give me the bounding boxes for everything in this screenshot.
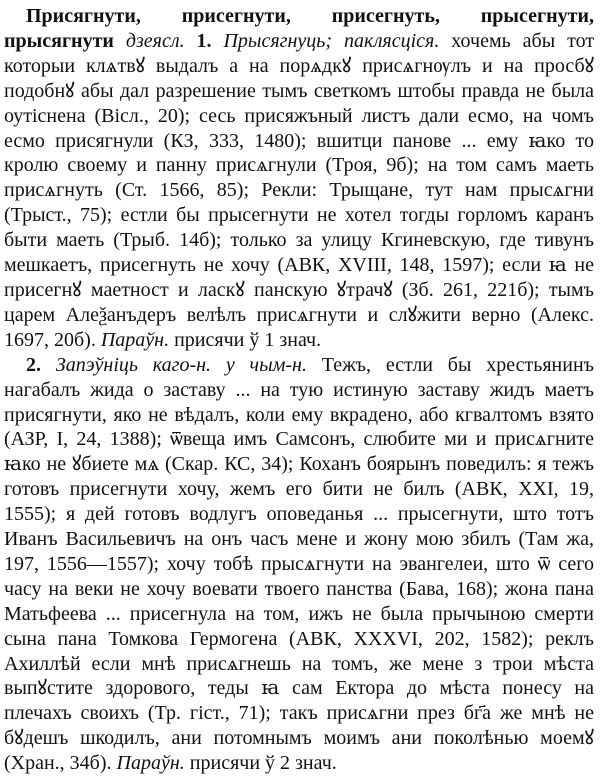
sense-1-paragraph xyxy=(4,4,594,353)
dictionary-entry xyxy=(4,4,594,776)
sense-2-number: 2. xyxy=(26,353,41,376)
sense-2-paragraph xyxy=(4,353,594,776)
sense-2-compare-label: Параўн. xyxy=(116,752,185,775)
sense-1-definition: Прысягнуць; паклясціся. xyxy=(223,29,440,52)
sense-1-number: 1. xyxy=(196,29,212,52)
sense-2-compare-ref: присячи ў 2 знач. xyxy=(189,752,337,775)
sense-2-definition: Запэўніць каго-н. у чым-н. xyxy=(55,353,307,376)
headword: Присягнути, присегнути, присегнуть, прысегнути, прысягнути xyxy=(4,5,594,52)
sense-1-compare-label: Параўн. xyxy=(100,328,170,351)
sense-1-citations: хочемь абы тот которыи клѧтвꙋ выдалъ а на порѧдкꙋ присѧгнѹлъ и на просбꙋ подобнꙋ абы дал разрешение тымъ светкомъ штобы правда не была оутіснена (Вісл., 20); сесь присяжъный листъ дали есмо, на чомъ есмо присягнули (КЗ, 333, 1480); вшитци панове ... ему ꙗко то кролю своему и панну присѧгнули (Троя, 9б); на том самъ маеть присѧгнуть (Ст. 1566, 85); Рекли: Трыщане, тут нам прысѧгни (Трыст., 75); естли бы прысегнути не хотел тогды горломъ каранъ быти маеть (Трыб. 14б); только за улицу Кгиневскую, где тивунъ мешкаетъ, присегнуть не хочу (АВК, XVIII, 148, 1597); если ꙗ не присегнꙋ маетност и ласкꙋ панскую ꙋтрачꙋ (Зб. 261, 221б); тымъ царем Алеѯанъдеръ велѣлъ присѧгнути и слꙋжити верно (Алекс. 1697, 20б). xyxy=(4,29,595,351)
grammatical-label: дзеясл. xyxy=(125,29,185,52)
sense-2-citations: Тежъ, естли бы хрестьянинъ нагабалъ жида о заставу ... на тую истиную заставу жидъ маетъ присягнути, яко не вѣдалъ, коли ему вкрадено, або кгвалтомъ взято (АЗР, I, 24, 1388); ѿвеща имъ Самсонъ, слюбите ми и присѧгните ꙗко не ꙋбиете мѧ (Скар. КС, 34); Коханъ боярынъ поведилъ: я тежъ готовъ присегнути хочу, жемъ его бити не билъ (АВК, XXI, 19, 1555); я дей готовъ водлугъ оповеданья ... прысегнути, што тотъ Иванъ Васильевичъ на онъ часъ мене и жону мою збилъ (Там жа, 197, 1556—1557); хочу тобѣ прысѧгнути на эвангелеи, што ѿ сего часу на веки не хочу воевати твоего панства (Бава, 168); жона пана Матьфеева ... присегнула на том, ижъ не была прычыною смерти сына пана Томкова Гермогена (АВК, XXXVI, 202, 1582); реклъ Ахиллѣй если мнѣ присѧгнешь на томъ, же мене з трои мѣста выпꙋстите здорового, теды ꙗ сам Ектора до мѣста понесу на плечахъ своихъ (Тр. гіст., 71); такъ присѧгни през бг҃а же мнѣ не бꙋдешъ шкодилъ, ани потомнымъ моимъ ани поколѣнью моемꙋ (Хран., 34б). xyxy=(4,353,594,775)
sense-1-compare-ref: присячи ў 1 знач. xyxy=(174,328,322,351)
